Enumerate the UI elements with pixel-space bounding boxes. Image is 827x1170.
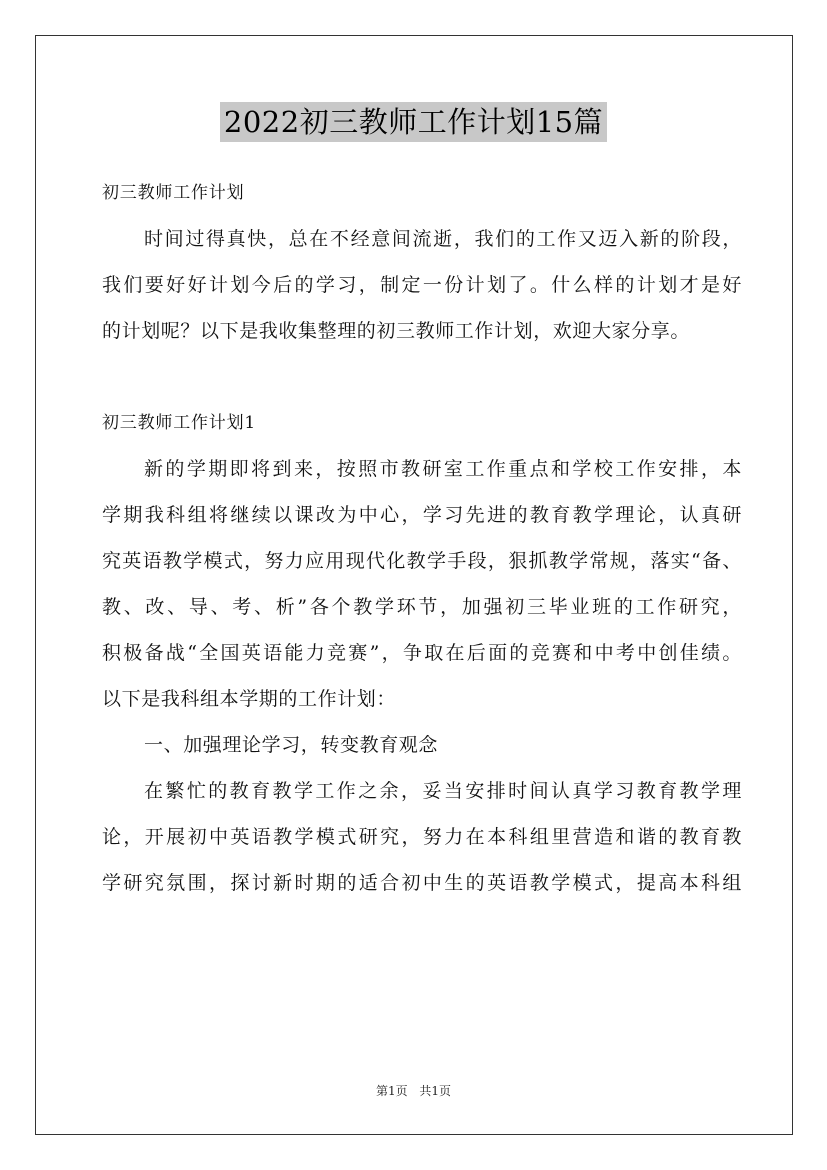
title-container	[0, 102, 827, 142]
plan1-line-3: 究英语教学模式，努力应用现代化教学手段，狠抓教学常规，落实“备、	[102, 550, 742, 572]
page-number-total: 共1页	[419, 1084, 452, 1098]
plan1-heading: 初三教师工作计划1	[102, 413, 257, 433]
section-heading: 初三教师工作计划	[102, 183, 245, 203]
sub1-line-2: 论，开展初中英语教学模式研究，努力在本科组里营造和谐的教育教	[102, 826, 742, 848]
plan1-line-2: 学期我科组将继续以课改为中心，学习先进的教育教学理论，认真研	[102, 504, 742, 526]
paragraph-gap	[102, 354, 742, 400]
document-title: 2022初三教师工作计划15篇	[220, 102, 607, 142]
intro-line-1: 时间过得真快，总在不经意间流逝，我们的工作又迈入新的阶段，	[144, 228, 742, 250]
sub1-line-1: 在繁忙的教育教学工作之余，妥当安排时间认真学习教育教学理	[144, 780, 742, 802]
plan1-line-1: 新的学期即将到来，按照市教研室工作重点和学校工作安排，本	[144, 458, 742, 480]
sub1-line-3: 学研究氛围，探讨新时期的适合初中生的英语教学模式，提高本科组	[102, 872, 742, 894]
page-number-current: 第1页	[375, 1084, 408, 1098]
plan1-line-4: 教、改、导、考、析”各个教学环节，加强初三毕业班的工作研究，	[102, 596, 742, 618]
page-footer	[0, 1082, 827, 1099]
plan1-line-5: 积极备战“全国英语能力竞赛”，争取在后面的竞赛和中考中创佳绩。	[102, 642, 742, 664]
document-body	[102, 170, 742, 906]
subheading-1: 一、加强理论学习，转变教育观念	[144, 734, 439, 756]
intro-line-3: 的计划呢？以下是我收集整理的初三教师工作计划，欢迎大家分享。	[102, 320, 691, 342]
plan1-line-6: 以下是我科组本学期的工作计划：	[102, 688, 397, 710]
intro-line-2: 我们要好好计划今后的学习，制定一份计划了。什么样的计划才是好	[102, 274, 742, 296]
